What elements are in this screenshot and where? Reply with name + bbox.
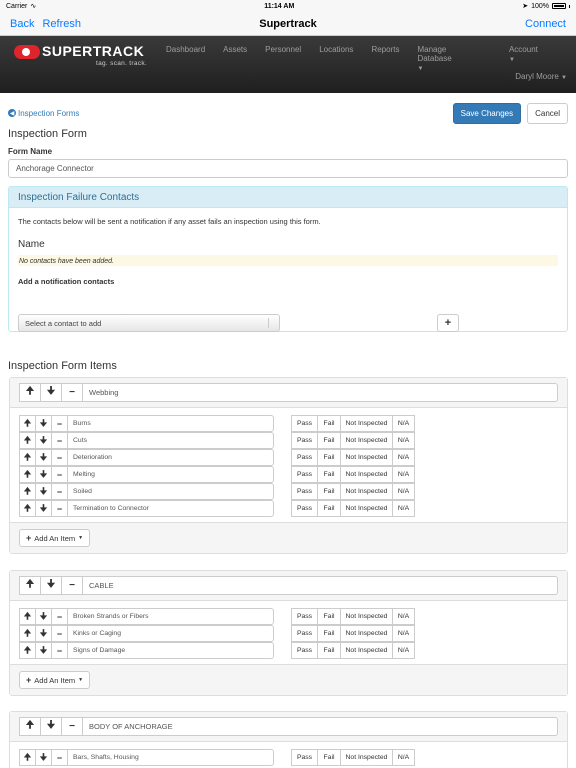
remove-item-button[interactable] [51, 608, 68, 625]
table-row [19, 483, 558, 500]
menu-personnel[interactable]: Personnel [265, 45, 302, 54]
move-up-button[interactable] [19, 383, 41, 402]
move-up-button[interactable] [19, 415, 36, 432]
option-not-inspected[interactable]: Not Inspected [340, 608, 393, 625]
move-down-button[interactable] [35, 415, 52, 432]
menu-reports[interactable]: Reports [371, 45, 400, 54]
option-pass[interactable]: Pass [291, 432, 318, 449]
app-nav-bar [0, 12, 576, 36]
move-down-button[interactable] [35, 432, 52, 449]
option-na[interactable]: N/A [392, 415, 415, 432]
minus-icon: − [56, 611, 63, 622]
refresh-button[interactable]: Refresh [42, 17, 81, 30]
item-name-input[interactable]: Signs of Damage [67, 642, 274, 659]
add-contact-label: Add a notification contacts [18, 277, 115, 286]
option-na[interactable]: N/A [392, 500, 415, 517]
logo-tagline: tag. scan. track. [96, 60, 147, 67]
move-down-button[interactable] [35, 466, 52, 483]
option-pass[interactable]: Pass [291, 466, 318, 483]
arrow-up-icon: 🠉 [23, 751, 32, 762]
item-name-input[interactable]: Termination to Connector [67, 500, 274, 517]
move-down-button[interactable] [35, 449, 52, 466]
menu-account[interactable]: Account ▼ [508, 45, 538, 63]
item-section [9, 377, 568, 554]
move-up-button[interactable] [19, 717, 41, 736]
caret-down-icon: ▼ [508, 57, 515, 63]
option-pass[interactable]: Pass [291, 625, 318, 642]
option-pass[interactable]: Pass [291, 449, 318, 466]
move-down-button[interactable] [35, 483, 52, 500]
arrow-down-icon: 🠋 [39, 627, 48, 638]
option-na[interactable]: N/A [392, 432, 415, 449]
arrow-up-icon: 🠉 [23, 417, 32, 428]
move-up-button[interactable] [19, 576, 41, 595]
minus-icon: − [69, 580, 75, 591]
remove-item-button[interactable] [51, 432, 68, 449]
arrow-up-icon: 🠉 [25, 720, 35, 731]
remove-item-button[interactable] [51, 749, 68, 766]
minus-icon: − [56, 628, 63, 639]
save-changes-button[interactable]: Save Changes [453, 103, 521, 124]
option-fail[interactable]: Fail [317, 449, 341, 466]
cancel-button[interactable]: Cancel [527, 103, 568, 124]
option-na[interactable]: N/A [392, 625, 415, 642]
arrow-down-icon: 🠋 [46, 386, 56, 397]
minus-icon: − [56, 486, 63, 497]
nav-title: Supertrack [259, 17, 317, 30]
section-title-input[interactable]: CABLE [82, 576, 558, 595]
arrow-up-icon: 🠉 [25, 579, 35, 590]
menu-manage-database[interactable]: Manage Database ▼ [417, 45, 452, 72]
plus-icon: + [26, 533, 32, 543]
item-name-input[interactable]: Broken Strands or Fibers [67, 608, 274, 625]
minus-icon: − [56, 469, 63, 480]
move-up-button[interactable] [19, 625, 36, 642]
carrier-label: Carrier [6, 2, 28, 10]
main-content [0, 103, 576, 372]
remove-section-button[interactable] [61, 717, 83, 736]
contact-select[interactable]: Select a contact to add [18, 314, 280, 332]
table-row [19, 642, 558, 659]
menu-assets[interactable]: Assets [223, 45, 248, 54]
option-fail[interactable]: Fail [317, 608, 341, 625]
option-pass[interactable]: Pass [291, 749, 318, 766]
option-na[interactable]: N/A [392, 466, 415, 483]
option-fail[interactable]: Fail [317, 642, 341, 659]
form-items-heading: Inspection Form Items [8, 360, 117, 372]
remove-section-button[interactable] [61, 576, 83, 595]
contacts-intro: The contacts below will be sent a notification if any asset fails an inspection using this form. [18, 217, 321, 226]
option-na[interactable]: N/A [392, 642, 415, 659]
arrow-up-icon: 🠉 [23, 468, 32, 479]
option-na[interactable]: N/A [392, 483, 415, 500]
move-up-button[interactable] [19, 466, 36, 483]
minus-icon: − [69, 721, 75, 732]
move-up-button[interactable] [19, 642, 36, 659]
remove-item-button[interactable] [51, 415, 68, 432]
move-down-button[interactable] [35, 625, 52, 642]
table-row [19, 466, 558, 483]
option-not-inspected[interactable]: Not Inspected [340, 483, 393, 500]
table-row [19, 500, 558, 517]
table-row [19, 449, 558, 466]
arrow-down-icon: 🠋 [39, 485, 48, 496]
arrow-down-icon: 🠋 [39, 502, 48, 513]
arrow-down-icon: 🠋 [46, 720, 56, 731]
move-up-button[interactable] [19, 749, 36, 766]
battery-percent: 100% [531, 2, 549, 10]
user-menu[interactable]: Daryl Moore ▼ [515, 72, 567, 81]
move-down-button[interactable] [40, 717, 62, 736]
move-up-button[interactable] [19, 608, 36, 625]
caret-down-icon: ▼ [561, 75, 567, 81]
contacts-name-heading: Name [18, 239, 45, 250]
option-fail[interactable]: Fail [317, 749, 341, 766]
item-name-input[interactable]: Melting [67, 466, 274, 483]
option-fail[interactable]: Fail [317, 432, 341, 449]
arrow-up-icon: 🠉 [23, 610, 32, 621]
remove-section-button[interactable] [61, 383, 83, 402]
option-not-inspected[interactable]: Not Inspected [340, 466, 393, 483]
option-fail[interactable]: Fail [317, 483, 341, 500]
form-name-label: Form Name [8, 147, 53, 156]
arrow-up-icon: 🠉 [23, 485, 32, 496]
arrow-up-icon: 🠉 [23, 451, 32, 462]
move-down-button[interactable] [40, 383, 62, 402]
remove-item-button[interactable] [51, 500, 68, 517]
move-up-button[interactable] [19, 432, 36, 449]
minus-icon: − [56, 435, 63, 446]
no-contacts-notice: No contacts have been added. [18, 255, 558, 266]
option-na[interactable]: N/A [392, 749, 415, 766]
option-fail[interactable]: Fail [317, 466, 341, 483]
failure-contacts-panel [8, 186, 568, 332]
status-bar [0, 0, 576, 12]
add-contact-button[interactable]: + [437, 314, 459, 332]
panel-heading: Inspection Failure Contacts [9, 187, 567, 208]
caret-down-icon: ▼ [78, 677, 84, 683]
remove-item-button[interactable] [51, 466, 68, 483]
section-title-input[interactable]: Webbing [82, 383, 558, 402]
caret-down-icon: ▼ [78, 535, 84, 541]
item-name-input[interactable]: Bars, Shafts, Housing [67, 749, 274, 766]
option-not-inspected[interactable]: Not Inspected [340, 500, 393, 517]
arrow-down-icon: 🠋 [39, 644, 48, 655]
move-up-button[interactable] [19, 449, 36, 466]
wifi-icon: ∿ [30, 3, 37, 10]
table-row [19, 608, 558, 625]
logo-mark-icon [14, 45, 40, 59]
option-not-inspected[interactable]: Not Inspected [340, 642, 393, 659]
remove-item-button[interactable] [51, 642, 68, 659]
remove-item-button[interactable] [51, 625, 68, 642]
item-name-input[interactable]: Burns [67, 415, 274, 432]
section-title-input[interactable]: BODY OF ANCHORAGE [82, 717, 558, 736]
option-not-inspected[interactable]: Not Inspected [340, 415, 393, 432]
plus-icon: + [26, 675, 32, 685]
option-not-inspected[interactable]: Not Inspected [340, 749, 393, 766]
item-section [9, 570, 568, 696]
option-not-inspected[interactable]: Not Inspected [340, 449, 393, 466]
menu-locations[interactable]: Locations [319, 45, 354, 54]
location-icon: ➤ [522, 3, 529, 10]
arrow-down-icon: 🠋 [39, 751, 48, 762]
remove-item-button[interactable] [51, 483, 68, 500]
table-row [19, 432, 558, 449]
menu-dashboard[interactable]: Dashboard [166, 45, 206, 54]
minus-icon: − [56, 418, 63, 429]
arrow-down-icon: 🠋 [39, 610, 48, 621]
page-title: Inspection Form [8, 128, 87, 140]
option-fail[interactable]: Fail [317, 415, 341, 432]
arrow-down-icon: 🠋 [39, 451, 48, 462]
form-name-input[interactable]: Anchorage Connector [8, 159, 568, 178]
item-section [9, 711, 568, 768]
arrow-down-icon: 🠋 [46, 579, 56, 590]
move-up-button[interactable] [19, 500, 36, 517]
option-pass[interactable]: Pass [291, 500, 318, 517]
arrow-left-circle-icon: ◀ [9, 110, 15, 117]
option-pass[interactable]: Pass [291, 642, 318, 659]
inspection-forms-link[interactable]: ◀ Inspection Forms [9, 108, 80, 118]
move-down-button[interactable] [35, 500, 52, 517]
move-down-button[interactable] [35, 608, 52, 625]
logo-word: SUPERTRACK [42, 43, 145, 59]
battery-icon [552, 3, 566, 9]
add-item-button[interactable]: + Add An Item ▼ [19, 671, 90, 689]
option-na[interactable]: N/A [392, 449, 415, 466]
minus-icon: − [56, 452, 63, 463]
item-name-input[interactable]: Kinks or Caging [67, 625, 274, 642]
connect-button[interactable]: Connect [525, 17, 566, 30]
back-button[interactable]: Back [10, 17, 35, 30]
arrow-down-icon: 🠋 [39, 468, 48, 479]
arrow-up-icon: 🠉 [25, 386, 35, 397]
move-down-button[interactable] [35, 642, 52, 659]
select-arrow-icon [268, 318, 275, 328]
item-name-input[interactable]: Soiled [67, 483, 274, 500]
item-name-input[interactable]: Cuts [67, 432, 274, 449]
option-pass[interactable]: Pass [291, 608, 318, 625]
arrow-up-icon: 🠉 [23, 434, 32, 445]
option-not-inspected[interactable]: Not Inspected [340, 432, 393, 449]
minus-icon: − [56, 645, 63, 656]
item-name-input[interactable]: Deterioration [67, 449, 274, 466]
arrow-down-icon: 🠋 [39, 417, 48, 428]
clock: 11:14 AM [264, 2, 295, 10]
move-up-button[interactable] [19, 483, 36, 500]
option-na[interactable]: N/A [392, 608, 415, 625]
table-row [19, 415, 558, 432]
minus-icon: − [56, 752, 63, 763]
supertrack-logo[interactable] [14, 41, 154, 71]
arrow-up-icon: 🠉 [23, 627, 32, 638]
minus-icon: − [56, 503, 63, 514]
remove-item-button[interactable] [51, 449, 68, 466]
table-row [19, 749, 558, 766]
move-down-button[interactable] [35, 749, 52, 766]
arrow-down-icon: 🠋 [39, 434, 48, 445]
caret-down-icon: ▼ [417, 66, 424, 72]
option-pass[interactable]: Pass [291, 483, 318, 500]
arrow-up-icon: 🠉 [23, 644, 32, 655]
arrow-up-icon: 🠉 [23, 502, 32, 513]
option-not-inspected[interactable]: Not Inspected [340, 625, 393, 642]
move-down-button[interactable] [40, 576, 62, 595]
table-row [19, 625, 558, 642]
site-header [0, 36, 576, 93]
minus-icon: − [69, 387, 75, 398]
main-menu [166, 45, 576, 72]
option-fail[interactable]: Fail [317, 500, 341, 517]
option-pass[interactable]: Pass [291, 415, 318, 432]
option-fail[interactable]: Fail [317, 625, 341, 642]
add-item-button[interactable]: + Add An Item ▼ [19, 529, 90, 547]
